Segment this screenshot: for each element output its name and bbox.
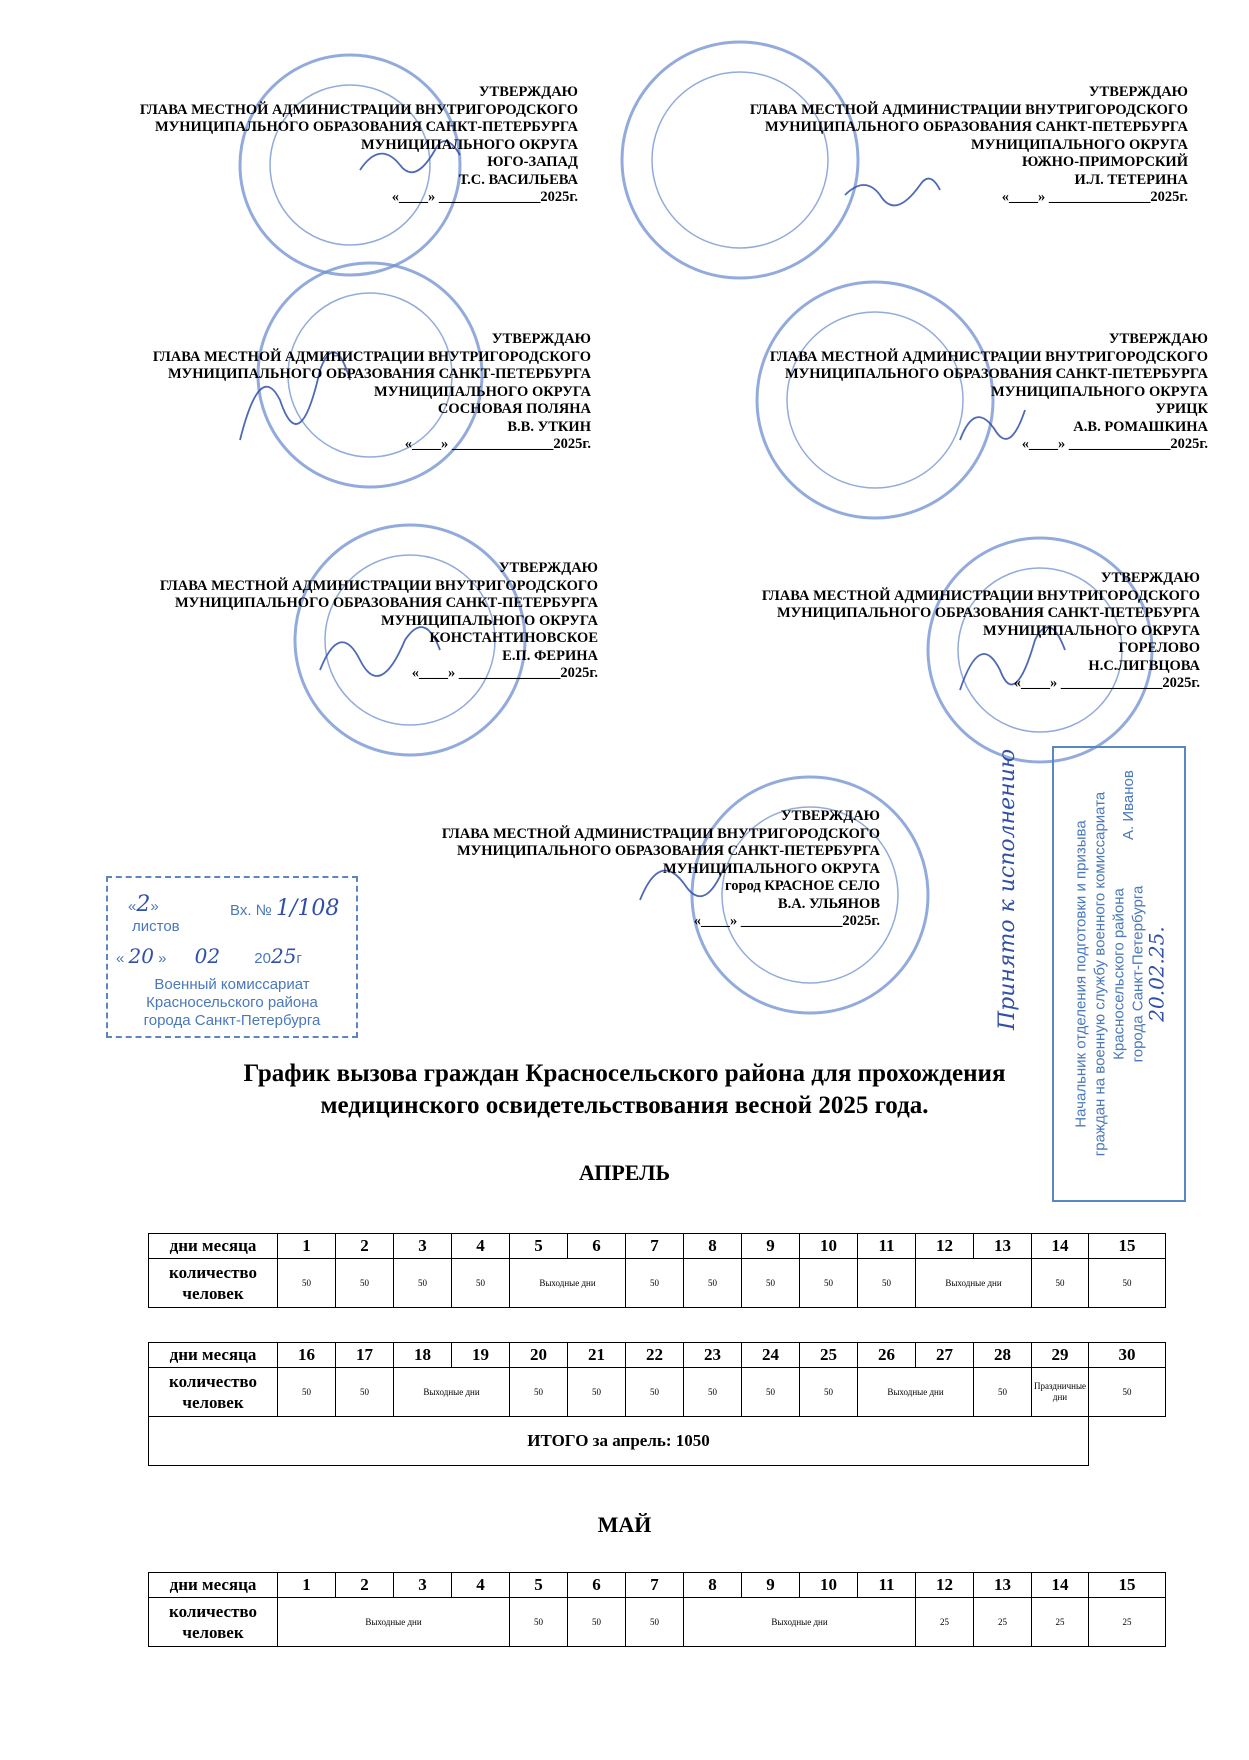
day-cell: 1 [278, 1234, 336, 1259]
days-label: дни месяца [149, 1573, 278, 1598]
approval-uritsk [680, 331, 1208, 454]
day-cell: 19 [452, 1343, 510, 1368]
approval-position: ГЛАВА МЕСТНОЙ АДМИНИСТРАЦИИ ВНУТРИГОРОДСКОГО [769, 348, 1208, 365]
count-cell: 50 [568, 1368, 626, 1417]
count-cell: 25 [916, 1598, 974, 1647]
day-cell: 13 [974, 1234, 1032, 1259]
approval-org: МУНИЦИПАЛЬНОГО ОБРАЗОВАНИЯ САНКТ-ПЕТЕРБУРГА [154, 119, 578, 135]
approval-position: ГЛАВА МЕСТНОЙ АДМИНИСТРАЦИИ ВНУТРИГОРОДСКОГО [749, 101, 1188, 118]
days-label: дни месяца [149, 1343, 278, 1368]
day-cell: 18 [394, 1343, 452, 1368]
count-cell: 50 [278, 1368, 336, 1417]
day-cell: 10 [800, 1234, 858, 1259]
april-total-row [149, 1417, 1166, 1466]
weekend-cell: Выходные дни [394, 1368, 510, 1417]
approval-org: МУНИЦИПАЛЬНОГО ОБРАЗОВАНИЯ САНКТ-ПЕТЕРБУРГА [174, 595, 598, 611]
april-table-part1 [148, 1233, 1166, 1308]
approval-label: УТВЕРЖДАЮ [478, 84, 578, 100]
count-cell: 50 [626, 1259, 684, 1308]
approval-name: Е.П. ФЕРИНА [502, 647, 598, 664]
approval-org: МУНИЦИПАЛЬНОГО ОБРАЗОВАНИЯ САНКТ-ПЕТЕРБУРГА [764, 119, 1188, 135]
day-cell: 30 [1089, 1343, 1166, 1368]
count-cell: 50 [626, 1598, 684, 1647]
day-cell: 14 [1032, 1573, 1089, 1598]
approval-okrug: МУНИЦИПАЛЬНОГО ОКРУГА [983, 622, 1200, 639]
date-day: 20 [128, 944, 154, 968]
document-title [0, 1058, 1249, 1122]
day-cell: 12 [916, 1234, 974, 1259]
count-cell: 50 [394, 1259, 452, 1308]
count-cell: 50 [278, 1259, 336, 1308]
day-cell: 23 [684, 1343, 742, 1368]
approval-label: УТВЕРЖДАЮ [780, 808, 880, 824]
count-cell: 50 [684, 1368, 742, 1417]
day-cell: 9 [742, 1573, 800, 1598]
count-cell: 25 [1089, 1598, 1166, 1647]
approval-okrug: МУНИЦИПАЛЬНОГО ОКРУГА [361, 136, 578, 153]
approval-org: МУНИЦИПАЛЬНОГО ОБРАЗОВАНИЯ САНКТ-ПЕТЕРБУРГА [784, 366, 1208, 382]
handwritten-note: Принято к исполнению [995, 748, 1020, 1030]
approval-date: «____» ______________2025г. [411, 665, 598, 681]
approval-yuzhno-primorsky [660, 84, 1188, 207]
stamp-org-line3: города Санкт-Петербурга [143, 1012, 321, 1029]
approval-name: В.А. УЛЬЯНОВ [777, 895, 880, 912]
approval-position: ГЛАВА МЕСТНОЙ АДМИНИСТРАЦИИ ВНУТРИГОРОДСКОГО [441, 825, 880, 842]
may-table [148, 1572, 1166, 1647]
count-cell: 50 [1089, 1368, 1166, 1417]
count-row [149, 1259, 1166, 1308]
weekend-cell: Выходные дни [278, 1598, 510, 1647]
approval-position: ГЛАВА МЕСТНОЙ АДМИНИСТРАЦИИ ВНУТРИГОРОДСКОГО [152, 348, 591, 365]
approval-okrug: МУНИЦИПАЛЬНОГО ОКРУГА [374, 383, 591, 400]
count-cell: 50 [800, 1259, 858, 1308]
approval-label: УТВЕРЖДАЮ [498, 560, 598, 576]
stamp-org-line1: Военный комиссариат [154, 976, 310, 993]
count-cell: 25 [974, 1598, 1032, 1647]
count-cell: 50 [858, 1259, 916, 1308]
count-label: количество человек [149, 1368, 278, 1417]
approval-date: «____» ______________2025г. [1013, 675, 1200, 691]
day-cell: 7 [626, 1234, 684, 1259]
day-cell: 2 [336, 1234, 394, 1259]
day-cell: 28 [974, 1343, 1032, 1368]
approval-date: «____» ______________2025г. [404, 436, 591, 452]
approval-district: УРИЦК [1155, 401, 1208, 417]
day-cell: 15 [1089, 1234, 1166, 1259]
april-total: ИТОГО за апрель: 1050 [149, 1417, 1089, 1466]
day-cell: 3 [394, 1573, 452, 1598]
count-cell: 50 [974, 1368, 1032, 1417]
in-label: Вх. № [230, 902, 272, 919]
approval-district: КОНСТАНТИНОВСКОЕ [429, 630, 598, 646]
approval-okrug: МУНИЦИПАЛЬНОГО ОКРУГА [991, 383, 1208, 400]
approval-okrug: МУНИЦИПАЛЬНОГО ОКРУГА [381, 612, 598, 629]
day-cell: 5 [510, 1573, 568, 1598]
day-cell: 4 [452, 1573, 510, 1598]
day-cell: 11 [858, 1234, 916, 1259]
acceptance-line3: Красносельского района [1110, 888, 1128, 1060]
day-cell: 16 [278, 1343, 336, 1368]
april-heading: АПРЕЛЬ [578, 1160, 671, 1185]
acceptance-signer: А. Иванов [1120, 770, 1137, 840]
approval-org: МУНИЦИПАЛЬНОГО ОБРАЗОВАНИЯ САНКТ-ПЕТЕРБУРГА [456, 843, 880, 859]
day-cell: 6 [568, 1573, 626, 1598]
approval-name: В.В. УТКИН [507, 418, 591, 435]
incoming-registration-stamp: «2» листов Вх. № 1/108 « 20 » 02 2025г Военный комиссариат Красносельского района города Санкт-Петербурга [106, 876, 358, 1038]
count-cell: 50 [800, 1368, 858, 1417]
count-row [149, 1598, 1166, 1647]
date-month: 02 [194, 944, 221, 968]
approval-district: ЮГО-ЗАПАД [487, 154, 578, 170]
approval-sosnovaya-polyana [70, 331, 591, 454]
day-cell: 11 [858, 1573, 916, 1598]
approval-district: город КРАСНОЕ СЕЛО [725, 878, 880, 894]
approval-yugo-zapad [58, 84, 578, 207]
day-cell: 25 [800, 1343, 858, 1368]
date-year: 25 [270, 944, 297, 968]
approval-name: И.Л. ТЕТЕРИНА [1074, 171, 1188, 188]
approval-name: Т.С. ВАСИЛЬЕВА [458, 171, 578, 188]
count-cell: 50 [336, 1259, 394, 1308]
approval-date: «____» ______________2025г. [693, 913, 880, 929]
approval-district: ГОРЕЛОВО [1118, 640, 1200, 656]
day-cell: 4 [452, 1234, 510, 1259]
count-cell: 50 [510, 1368, 568, 1417]
weekend-cell: Выходные дни [684, 1598, 916, 1647]
approval-name: Н.С.ЛИГВЦОВА [1088, 657, 1200, 674]
day-cell: 10 [800, 1573, 858, 1598]
weekend-cell: Выходные дни [916, 1259, 1032, 1308]
days-label: дни месяца [149, 1234, 278, 1259]
day-cell: 14 [1032, 1234, 1089, 1259]
approval-krasnoe-selo [360, 808, 880, 931]
count-cell: 50 [684, 1259, 742, 1308]
approval-org: МУНИЦИПАЛЬНОГО ОБРАЗОВАНИЯ САНКТ-ПЕТЕРБУРГА [776, 605, 1200, 621]
approval-date: «____» ______________2025г. [1021, 436, 1208, 452]
day-cell: 27 [916, 1343, 974, 1368]
days-row [149, 1234, 1166, 1259]
day-cell: 13 [974, 1573, 1032, 1598]
day-cell: 7 [626, 1573, 684, 1598]
approval-org: МУНИЦИПАЛЬНОГО ОБРАЗОВАНИЯ САНКТ-ПЕТЕРБУРГА [167, 366, 591, 382]
day-cell: 8 [684, 1234, 742, 1259]
count-cell: 50 [626, 1368, 684, 1417]
day-cell: 24 [742, 1343, 800, 1368]
count-cell: 50 [1032, 1259, 1089, 1308]
approval-position: ГЛАВА МЕСТНОЙ АДМИНИСТРАЦИИ ВНУТРИГОРОДСКОГО [761, 587, 1200, 604]
approval-date: «____» ______________2025г. [391, 189, 578, 205]
approval-label: УТВЕРЖДАЮ [1088, 84, 1188, 100]
approval-label: УТВЕРЖДАЮ [1108, 331, 1208, 347]
day-cell: 5 [510, 1234, 568, 1259]
approval-name: А.В. РОМАШКИНА [1073, 418, 1208, 435]
acceptance-line4: города Санкт-Петербурга [1129, 885, 1147, 1063]
count-label: количество человек [149, 1259, 278, 1308]
approval-district: ЮЖНО-ПРИМОРСКИЙ [1022, 154, 1188, 170]
day-cell: 12 [916, 1573, 974, 1598]
acceptance-stamp [1052, 746, 1186, 1202]
day-cell: 2 [336, 1573, 394, 1598]
day-cell: 21 [568, 1343, 626, 1368]
stamp-org-line2: Красносельского района [146, 994, 318, 1011]
day-cell: 6 [568, 1234, 626, 1259]
title-line1: График вызова граждан Красносельского района для прохождения [243, 1060, 1006, 1087]
count-cell: 50 [568, 1598, 626, 1647]
day-cell: 20 [510, 1343, 568, 1368]
approval-date: «____» ______________2025г. [1001, 189, 1188, 205]
count-cell: 50 [1089, 1259, 1166, 1308]
in-number: 1/108 [275, 896, 340, 921]
approval-position: ГЛАВА МЕСТНОЙ АДМИНИСТРАЦИИ ВНУТРИГОРОДСКОГО [139, 101, 578, 118]
day-cell: 3 [394, 1234, 452, 1259]
april-table-part2 [148, 1342, 1166, 1466]
days-row [149, 1343, 1166, 1368]
count-cell: 50 [742, 1368, 800, 1417]
days-row [149, 1573, 1166, 1598]
day-cell: 9 [742, 1234, 800, 1259]
count-cell: 50 [742, 1259, 800, 1308]
weekend-cell: Выходные дни [858, 1368, 974, 1417]
approval-label: УТВЕРЖДАЮ [1100, 570, 1200, 586]
day-cell: 17 [336, 1343, 394, 1368]
year-suffix: г [296, 950, 302, 967]
weekend-cell: Выходные дни [510, 1259, 626, 1308]
count-cell: 25 [1032, 1598, 1089, 1647]
acceptance-line1: Начальник отделения подготовки и призыва [1072, 820, 1090, 1128]
approval-okrug: МУНИЦИПАЛЬНОГО ОКРУГА [971, 136, 1188, 153]
count-row [149, 1368, 1166, 1417]
day-cell: 15 [1089, 1573, 1166, 1598]
day-cell: 22 [626, 1343, 684, 1368]
day-cell: 8 [684, 1573, 742, 1598]
approval-label: УТВЕРЖДАЮ [491, 331, 591, 347]
holiday-cell: Праздничные дни [1032, 1368, 1089, 1417]
approval-position: ГЛАВА МЕСТНОЙ АДМИНИСТРАЦИИ ВНУТРИГОРОДСКОГО [159, 577, 598, 594]
acceptance-handwritten-date: 20.02.25. [1144, 926, 1169, 1022]
day-cell: 1 [278, 1573, 336, 1598]
sheets-value: 2 [136, 892, 151, 917]
approval-district: СОСНОВАЯ ПОЛЯНА [437, 401, 591, 417]
approval-okrug: МУНИЦИПАЛЬНОГО ОКРУГА [663, 860, 880, 877]
count-label: количество человек [149, 1598, 278, 1647]
day-cell: 29 [1032, 1343, 1089, 1368]
date-year-prefix: 20 [254, 950, 271, 967]
approval-konstantinovskoe [78, 560, 598, 683]
sheets-label: листов [132, 918, 180, 935]
acceptance-line2: граждан на военную службу военного комиссариата [1091, 791, 1109, 1157]
approval-gorelovo [672, 570, 1200, 693]
title-line2: медицинского освидетельствования весной 2025 года. [320, 1092, 929, 1119]
may-heading: МАЙ [597, 1512, 652, 1537]
count-cell: 50 [452, 1259, 510, 1308]
day-cell: 26 [858, 1343, 916, 1368]
count-cell: 50 [510, 1598, 568, 1647]
count-cell: 50 [336, 1368, 394, 1417]
